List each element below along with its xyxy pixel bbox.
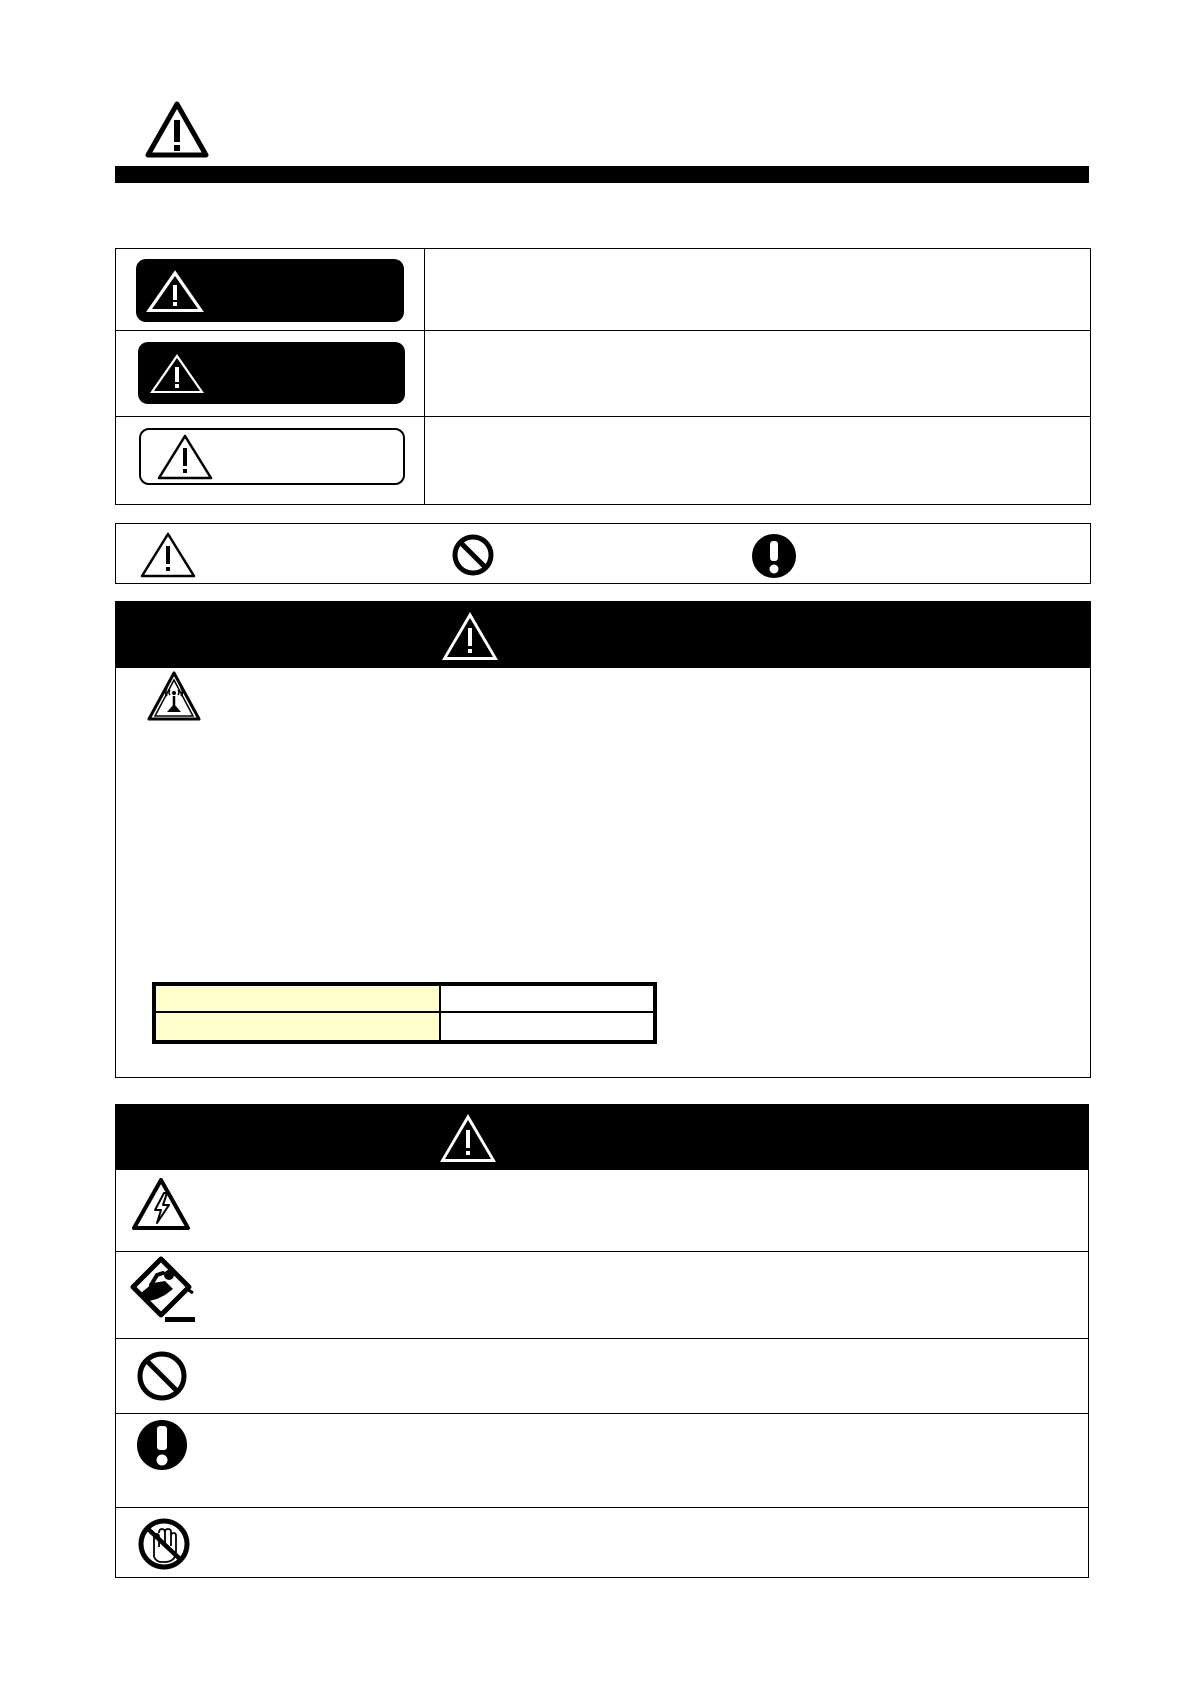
- prohibition-icon: [136, 1350, 188, 1402]
- table-label-cell: [156, 1013, 441, 1040]
- caution-label-badge: [139, 428, 405, 485]
- danger-label-badge: [136, 259, 404, 322]
- header-warning-icon: [145, 100, 209, 158]
- warning-signal-icon: [148, 351, 206, 395]
- mandatory-action-icon: [136, 1418, 188, 1472]
- legend-prohibition-icon: [451, 533, 495, 577]
- radiation-hazard-icon: [147, 670, 201, 722]
- section2-header-warning-icon: [438, 1112, 498, 1164]
- electric-shock-icon: [131, 1177, 191, 1231]
- table-value-cell: [441, 1013, 653, 1040]
- do-not-touch-icon: [136, 1517, 194, 1571]
- legend-mandatory-action-icon: [751, 533, 797, 579]
- table-value-cell: [441, 986, 653, 1013]
- table-label-cell: [156, 986, 441, 1013]
- symbol-legend: [115, 523, 1091, 584]
- section1-header-warning-icon: [440, 610, 500, 662]
- fall-hazard-icon: [127, 1255, 199, 1323]
- section2-header: [115, 1104, 1089, 1170]
- header-rule: [115, 166, 1089, 183]
- safe-distance-table: [152, 982, 657, 1044]
- section1-header: [115, 601, 1091, 668]
- warning-label-badge: [138, 342, 405, 404]
- legend-warning-triangle-icon: [140, 531, 196, 579]
- danger-warning-icon: [146, 269, 204, 313]
- caution-signal-icon: [156, 433, 214, 481]
